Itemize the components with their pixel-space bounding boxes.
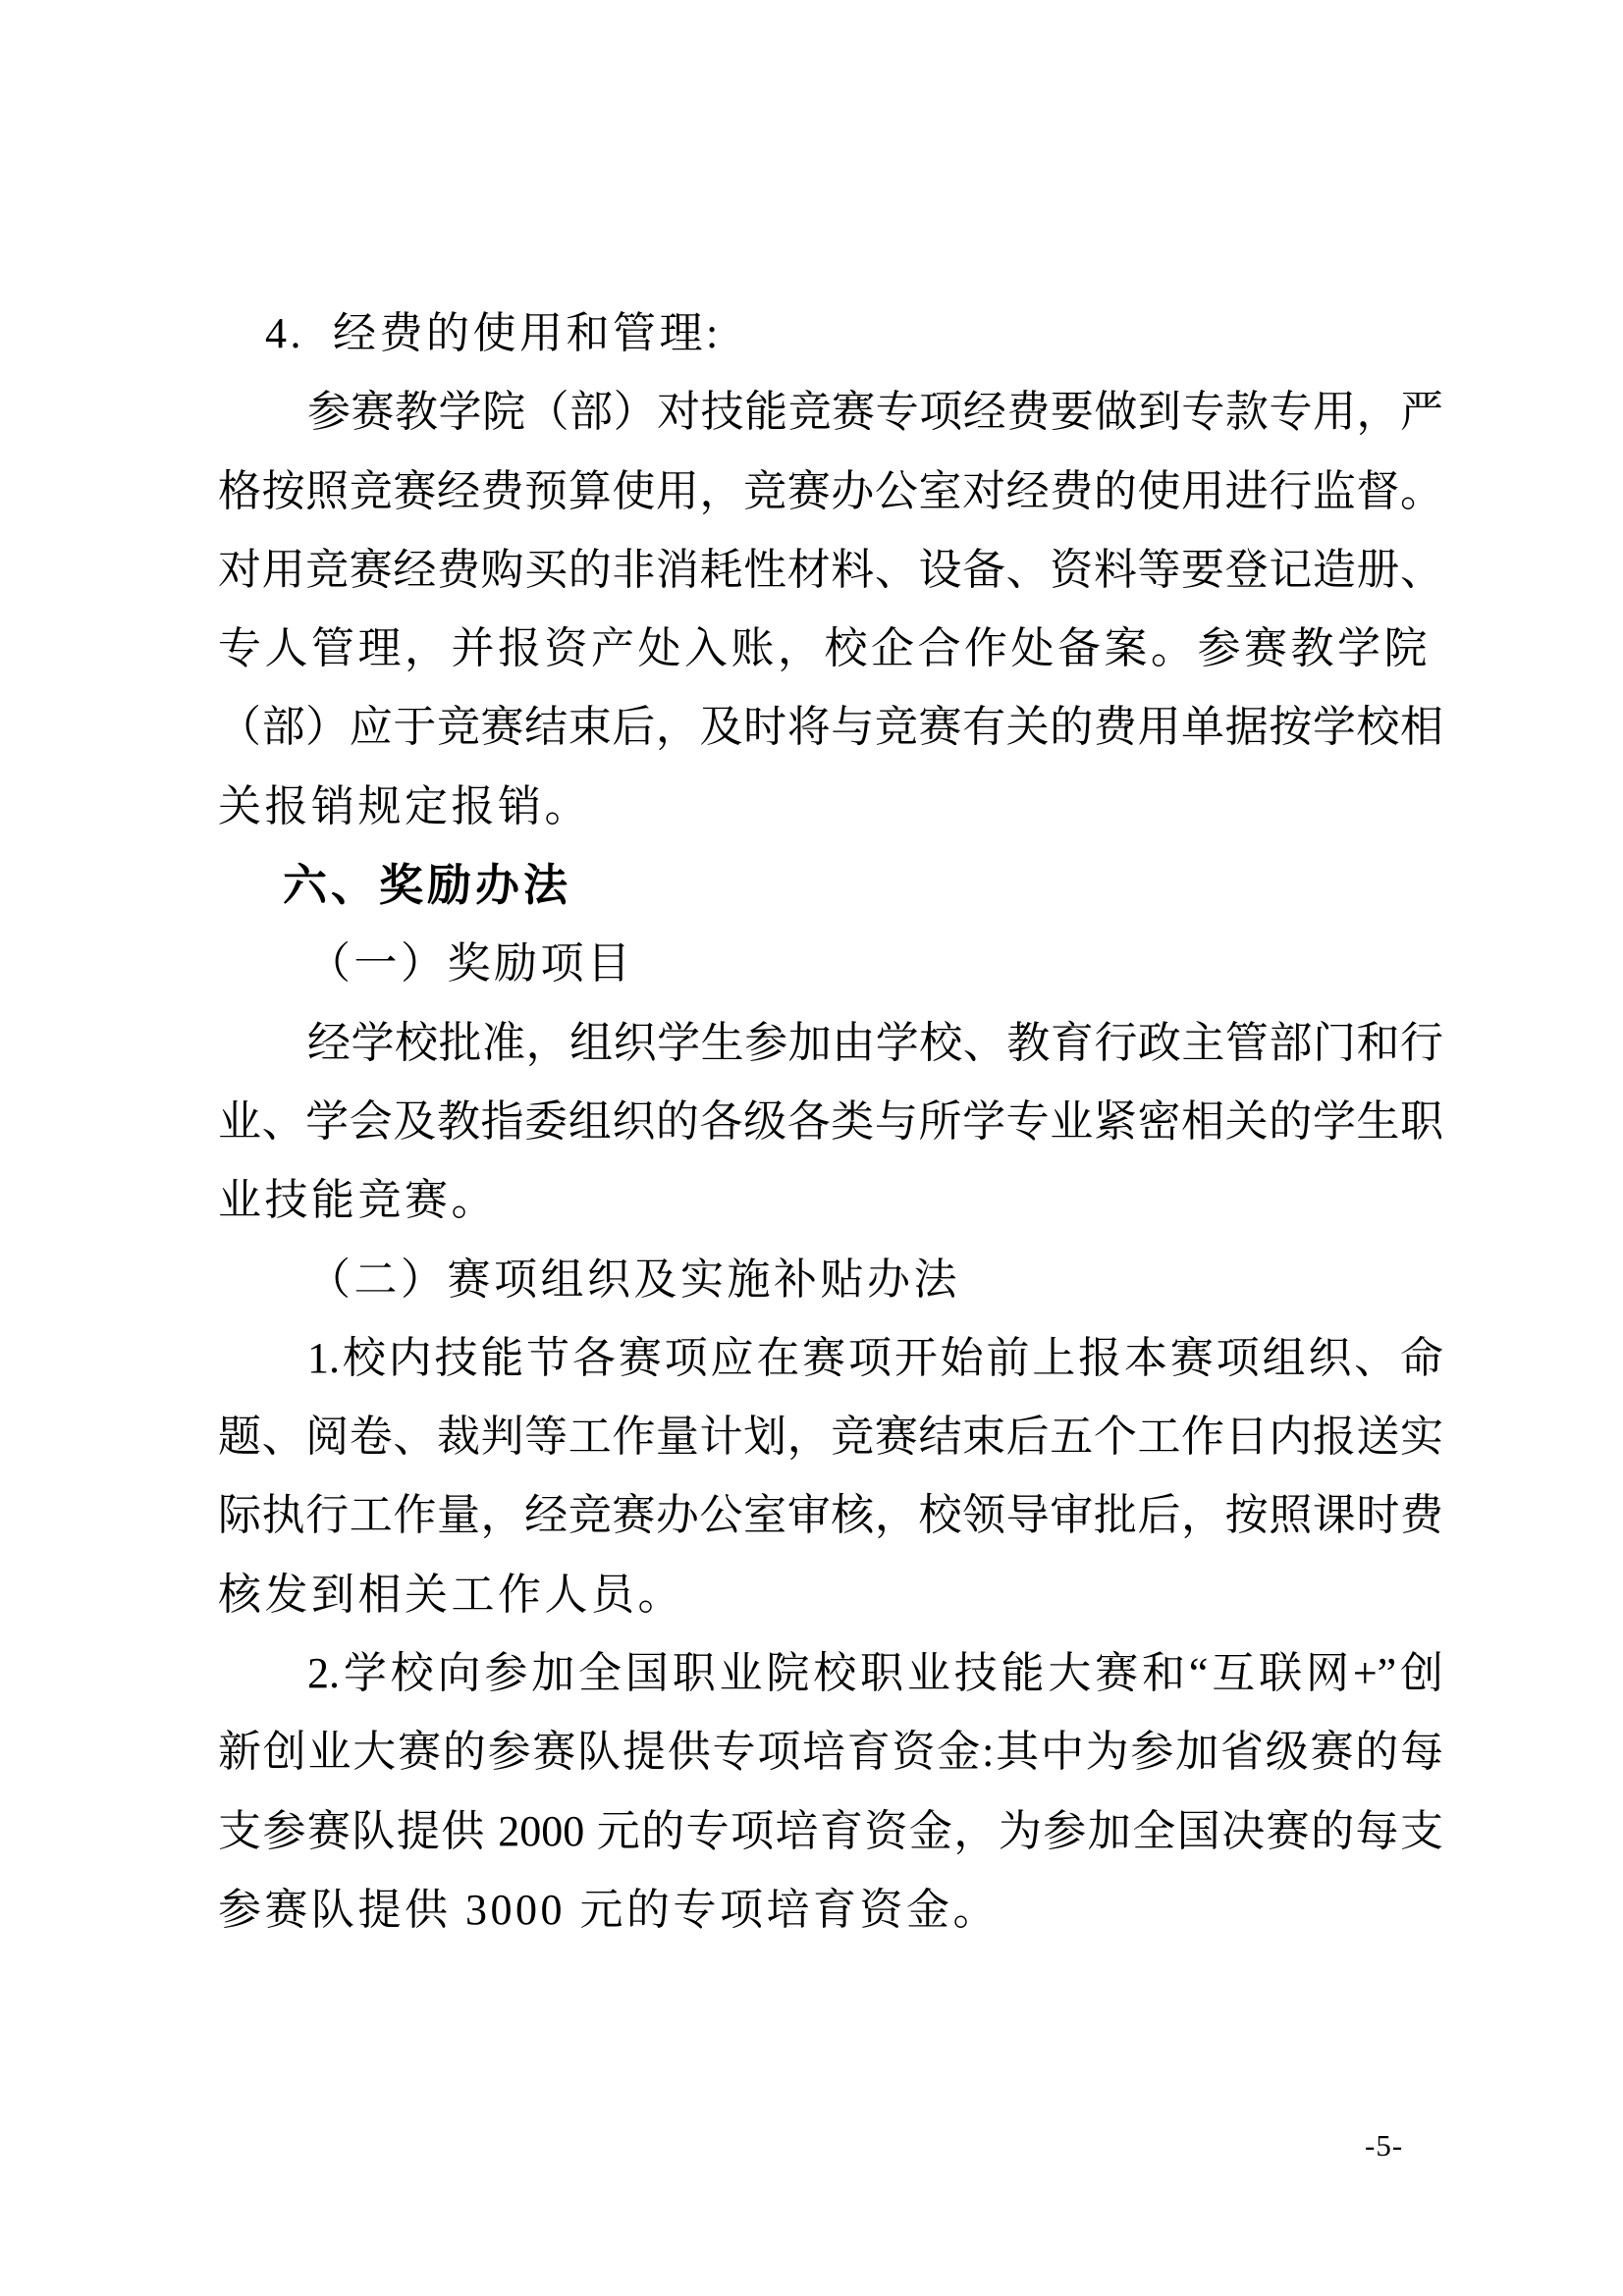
doc-line: 对用竞赛经费购买的非消耗性材料、设备、资料等要登记造册、	[218, 545, 1443, 594]
doc-line: （部）应于竞赛结束后，及时将与竞赛有关的费用单据按学校相	[218, 703, 1443, 752]
document-body	[218, 294, 1443, 1949]
doc-line: 业技能竞赛。	[218, 1176, 498, 1225]
doc-line-item-4-heading: 4. 经费的使用和管理:	[265, 309, 722, 357]
doc-line: 际执行工作量，经竞赛办公室审核，校领导审批后，按照课时费	[218, 1491, 1443, 1540]
subsection-heading-subsidy-method: （二）赛项组织及实施补贴办法	[307, 1255, 960, 1304]
doc-line: 经学校批准，组织学生参加由学校、教育行政主管部门和行	[307, 1018, 1443, 1067]
doc-line: 专人管理，并报资产处入账，校企合作处备案。参赛教学院	[218, 624, 1431, 673]
doc-line: 参赛队提供 3000 元的专项培育资金。	[218, 1885, 1000, 1934]
doc-line: 支参赛队提供 2000 元的专项培育资金，为参加全国决赛的每支	[218, 1806, 1443, 1855]
page-number: -5-	[1365, 2128, 1404, 2163]
doc-line: 格按照竞赛经费预算使用，竞赛办公室对经费的使用进行监督。	[218, 466, 1443, 515]
section-heading-awards: 六、奖励办法	[283, 860, 572, 911]
doc-line: 关报销规定报销。	[218, 781, 591, 830]
doc-line: 2.学校向参加全国职业院校职业技能大赛和“互联网+”创	[307, 1649, 1443, 1698]
doc-line: 业、学会及教指委组织的各级各类与所学专业紧密相关的学生职	[218, 1096, 1443, 1146]
doc-line: 参赛教学院（部）对技能竞赛专项经费要做到专款专用，严	[307, 388, 1443, 437]
doc-line: 1.校内技能节各赛项应在赛项开始前上报本赛项组织、命	[307, 1333, 1443, 1382]
doc-line: 新创业大赛的参赛队提供专项培育资金:其中为参加省级赛的每	[218, 1728, 1443, 1777]
doc-line: 核发到相关工作人员。	[218, 1570, 684, 1619]
subsection-heading-award-items: （一）奖励项目	[307, 939, 634, 988]
doc-line: 题、阅卷、裁判等工作量计划，竞赛结束后五个工作日内报送实	[218, 1413, 1443, 1462]
